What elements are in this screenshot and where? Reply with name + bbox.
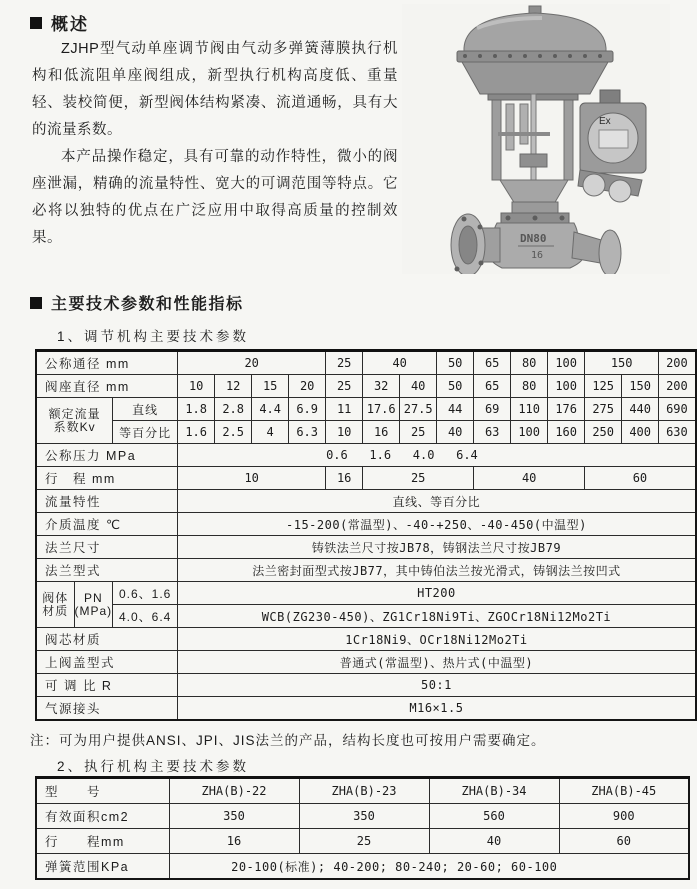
row-flange-type <box>36 559 696 582</box>
row-label: 等百分比 <box>113 421 178 444</box>
row-label: 流量特性 <box>36 490 178 513</box>
actuator-params-table <box>35 776 690 880</box>
cell: 40 <box>437 421 474 444</box>
row-label: 公称通径 mm <box>36 351 178 375</box>
cell: M16×1.5 <box>178 697 696 721</box>
cell: 6.9 <box>289 398 326 421</box>
cell: ZHA(B)-45 <box>559 778 689 804</box>
pn-unit-label <box>74 582 113 628</box>
cell: 200 <box>659 375 696 398</box>
cell: 110 <box>511 398 548 421</box>
cell: 2.8 <box>215 398 252 421</box>
section-marker-icon <box>30 17 42 29</box>
row-flange-size <box>36 536 696 559</box>
cell: 1Cr18Ni9、OCr18Ni12Mo2Ti <box>178 628 696 651</box>
row-label: 0.6、1.6 <box>113 582 178 605</box>
cell: 150 <box>622 375 659 398</box>
cell: 15 <box>252 375 289 398</box>
cell: 630 <box>659 421 696 444</box>
cell: 900 <box>559 804 689 829</box>
cell: 50 <box>437 375 474 398</box>
pn-label-line2: (MPa) <box>74 603 113 618</box>
kv-label-line1: 额定流量 <box>48 406 101 421</box>
cell: 32 <box>363 375 400 398</box>
cell: 10 <box>178 375 215 398</box>
row-air-connection <box>36 697 696 721</box>
cell: 275 <box>585 398 622 421</box>
cell: 16 <box>326 467 363 490</box>
cell: 25 <box>326 375 363 398</box>
body-material-label <box>36 582 74 628</box>
valve-illustration <box>402 4 670 274</box>
body-size-mark: DN80 <box>520 232 547 245</box>
cell: 44 <box>437 398 474 421</box>
row-label: 法兰型式 <box>36 559 178 582</box>
overview-text <box>32 36 398 252</box>
cell: ZHA(B)-23 <box>299 778 429 804</box>
body-material-line2: 材质 <box>42 603 69 618</box>
body-material-line1: 阀体 <box>42 590 69 605</box>
row-stroke <box>36 467 696 490</box>
cell: 25 <box>400 421 437 444</box>
row-label: 上阀盖型式 <box>36 651 178 674</box>
row-label: 法兰尺寸 <box>36 536 178 559</box>
cell: 10 <box>326 421 363 444</box>
kv-group-label <box>36 398 113 444</box>
row-label: 公称压力 MPa <box>36 444 178 467</box>
cell: 60 <box>585 467 696 490</box>
cell: 65 <box>474 351 511 375</box>
cell: 440 <box>622 398 659 421</box>
cell: 27.5 <box>400 398 437 421</box>
footnote: 注：可为用户提供ANSI、JPI、JIS法兰的产品，结构长度也可按用户需要确定。 <box>30 733 546 748</box>
cell: 150 <box>585 351 659 375</box>
cell: 40 <box>363 351 437 375</box>
cell: ZHA(B)-34 <box>429 778 559 804</box>
cell: 50:1 <box>178 674 696 697</box>
cell: 2.5 <box>215 421 252 444</box>
cell: HT200 <box>178 582 696 605</box>
row-model <box>36 778 689 804</box>
cell: 200 <box>659 351 696 375</box>
cell: -15-200(常温型)、-40-+250、-40-450(中温型) <box>178 513 696 536</box>
cell: 10 <box>178 467 326 490</box>
row-label: 型 号 <box>36 778 169 804</box>
row-actuator-stroke <box>36 829 689 854</box>
cell: 80 <box>511 351 548 375</box>
cell: 69 <box>474 398 511 421</box>
row-nominal-pressure <box>36 444 696 467</box>
cell: 63 <box>474 421 511 444</box>
cell: WCB(ZG230-450)、ZG1Cr18Ni9Ti、ZGOCr18Ni12Mo2Ti <box>178 605 696 628</box>
row-label: 直线 <box>113 398 178 421</box>
regulator-params-table <box>35 349 697 721</box>
cell: 40 <box>474 467 585 490</box>
cell: 250 <box>585 421 622 444</box>
overview-paragraph-1: ZJHP型气动单座调节阀由气动多弹簧薄膜执行机构和低流阻单座阀组成，新型执行机构高度低、重量轻、装校简便，新型阀体结构紧凑、流道通畅，具有大的流量系数。 <box>32 41 398 138</box>
cell: 11 <box>326 398 363 421</box>
cell: 60 <box>559 829 689 854</box>
row-label: 介质温度 ℃ <box>36 513 178 536</box>
cell: 65 <box>474 375 511 398</box>
kv-label-line2: 系数Kv <box>53 419 96 434</box>
pn-label-line1: PN <box>84 590 103 605</box>
cell: 176 <box>548 398 585 421</box>
overview-heading-text: 概述 <box>51 15 89 34</box>
row-flow-characteristic <box>36 490 696 513</box>
row-body-material-2 <box>36 605 696 628</box>
params-heading <box>30 291 244 314</box>
cell: 125 <box>585 375 622 398</box>
row-plug-material <box>36 628 696 651</box>
cell: 80 <box>511 375 548 398</box>
positioner-ex-mark: Ex <box>599 116 611 127</box>
row-spring-range <box>36 854 689 880</box>
row-rangeability <box>36 674 696 697</box>
cell: 25 <box>363 467 474 490</box>
row-label: 阀芯材质 <box>36 628 178 651</box>
cell: 1.8 <box>178 398 215 421</box>
row-label: 弹簧范围KPa <box>36 854 169 880</box>
body-pn-mark: 16 <box>531 250 544 261</box>
section-marker-icon <box>30 297 42 309</box>
row-bonnet-type <box>36 651 696 674</box>
cell: 560 <box>429 804 559 829</box>
cell: 100 <box>511 421 548 444</box>
params-heading-text: 主要技术参数和性能指标 <box>51 296 244 313</box>
cell: 20 <box>289 375 326 398</box>
table2-title: 2、执行机构主要技术参数 <box>57 759 250 774</box>
cell: 400 <box>622 421 659 444</box>
cell: 350 <box>169 804 299 829</box>
cell: 100 <box>548 351 585 375</box>
cell: 6.3 <box>289 421 326 444</box>
cell: 12 <box>215 375 252 398</box>
row-label: 行 程mm <box>36 829 169 854</box>
cell: 25 <box>326 351 363 375</box>
row-medium-temperature <box>36 513 696 536</box>
row-effective-area <box>36 804 689 829</box>
cell: 16 <box>363 421 400 444</box>
cell: 20-100(标准); 40-200; 80-240; 20-60; 60-100 <box>169 854 689 880</box>
overview-heading <box>30 10 89 35</box>
row-label: 行 程 mm <box>36 467 178 490</box>
table1-title: 1、调节机构主要技术参数 <box>57 329 250 344</box>
cell: 17.6 <box>363 398 400 421</box>
cell: 40 <box>429 829 559 854</box>
cell: 40 <box>400 375 437 398</box>
cell: 0.6 1.6 4.0 6.4 <box>178 444 696 467</box>
row-kv-linear <box>36 398 696 421</box>
cell: 铸铁法兰尺寸按JB78，铸钢法兰尺寸按JB79 <box>178 536 696 559</box>
cell: 20 <box>178 351 326 375</box>
cell: 690 <box>659 398 696 421</box>
row-label: 阀座直径 mm <box>36 375 178 398</box>
cell: 1.6 <box>178 421 215 444</box>
valve-photo <box>402 4 670 274</box>
row-label: 可 调 比 R <box>36 674 178 697</box>
cell: 16 <box>169 829 299 854</box>
row-label: 气源接头 <box>36 697 178 721</box>
row-kv-equal-percentage <box>36 421 696 444</box>
cell: 100 <box>548 375 585 398</box>
cell: ZHA(B)-22 <box>169 778 299 804</box>
row-seat-diameter <box>36 375 696 398</box>
row-label: 4.0、6.4 <box>113 605 178 628</box>
cell: 25 <box>299 829 429 854</box>
cell: 直线、等百分比 <box>178 490 696 513</box>
row-nominal-diameter <box>36 351 696 375</box>
cell: 160 <box>548 421 585 444</box>
cell: 普通式(常温型)、热片式(中温型) <box>178 651 696 674</box>
cell: 4.4 <box>252 398 289 421</box>
cell: 法兰密封面型式按JB77，其中铸伯法兰按光滑式，铸钢法兰按凹式 <box>178 559 696 582</box>
row-label: 有效面积cm2 <box>36 804 169 829</box>
cell: 4 <box>252 421 289 444</box>
cell: 350 <box>299 804 429 829</box>
cell: 50 <box>437 351 474 375</box>
row-body-material-1 <box>36 582 696 605</box>
overview-paragraph-2: 本产品操作稳定，具有可靠的动作特性，微小的阀座泄漏，精确的流量特性、宽大的可调范围等特点。它必将以独特的优点在广泛应用中取得高质量的控制效果。 <box>32 149 398 246</box>
